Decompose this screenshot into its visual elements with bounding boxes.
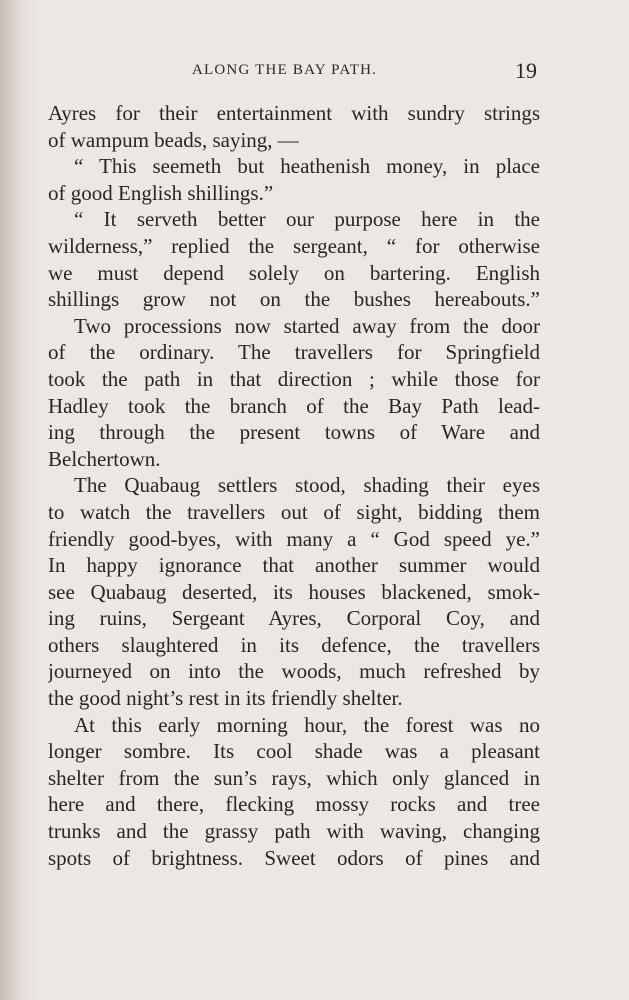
running-head xyxy=(0,60,629,86)
text-line: spots of brightness. Sweet odors of pines and xyxy=(48,845,540,870)
text-line: others slaughtered in its defence, the travellers xyxy=(48,632,540,657)
text-line: journeyed on into the woods, much refreshed by xyxy=(48,659,540,684)
text-line: ing through the present towns of Ware and xyxy=(48,420,540,445)
text-line: “ It serveth better our purpose here in the xyxy=(74,207,540,232)
text-line: of good English shillings.” xyxy=(48,180,274,205)
text-line: trunks and the grassy path with waving, changing xyxy=(48,819,540,844)
text-line: wilderness,” replied the sergeant, “ for otherwise xyxy=(48,233,540,258)
text-line: At this early morning hour, the forest was no xyxy=(74,712,540,737)
text-line: of wampum beads, saying, — xyxy=(48,127,299,152)
text-line: Belchertown. xyxy=(48,446,161,471)
text-line: we must depend solely on bartering. English xyxy=(48,260,540,285)
text-line: shillings grow not on the bushes hereabouts.” xyxy=(48,287,540,312)
text-line: took the path in that direction ; while those for xyxy=(48,366,540,391)
text-line: friendly good-byes, with many a “ God speed ye.” xyxy=(48,526,540,551)
text-line: ing ruins, Sergeant Ayres, Corporal Coy, and xyxy=(48,606,540,631)
text-line: shelter from the sun’s rays, which only glanced in xyxy=(48,765,540,790)
text-line: “ This seemeth but heathenish money, in place xyxy=(74,154,540,179)
text-line: Hadley took the branch of the Bay Path lead- xyxy=(48,393,540,418)
running-head-title: ALONG THE BAY PATH. xyxy=(192,62,378,78)
page-gutter-shadow xyxy=(0,0,22,1000)
text-line: see Quabaug deserted, its houses blackened, smok- xyxy=(48,579,540,604)
text-line: The Quabaug settlers stood, shading their eyes xyxy=(74,473,540,498)
page-number: 19 xyxy=(515,58,537,83)
text-line: the good night’s rest in its friendly shelter. xyxy=(48,686,403,711)
body-text xyxy=(48,100,540,871)
text-line: Two processions now started away from the door xyxy=(74,313,540,338)
text-line: to watch the travellers out of sight, bidding them xyxy=(48,499,540,524)
text-line: In happy ignorance that another summer would xyxy=(48,553,540,578)
text-line: Ayres for their entertainment with sundry strings xyxy=(48,101,540,125)
text-line: here and there, flecking mossy rocks and tree xyxy=(48,792,540,817)
text-line: of the ordinary. The travellers for Springfield xyxy=(48,340,540,365)
text-line: longer sombre. Its cool shade was a pleasant xyxy=(48,739,540,764)
